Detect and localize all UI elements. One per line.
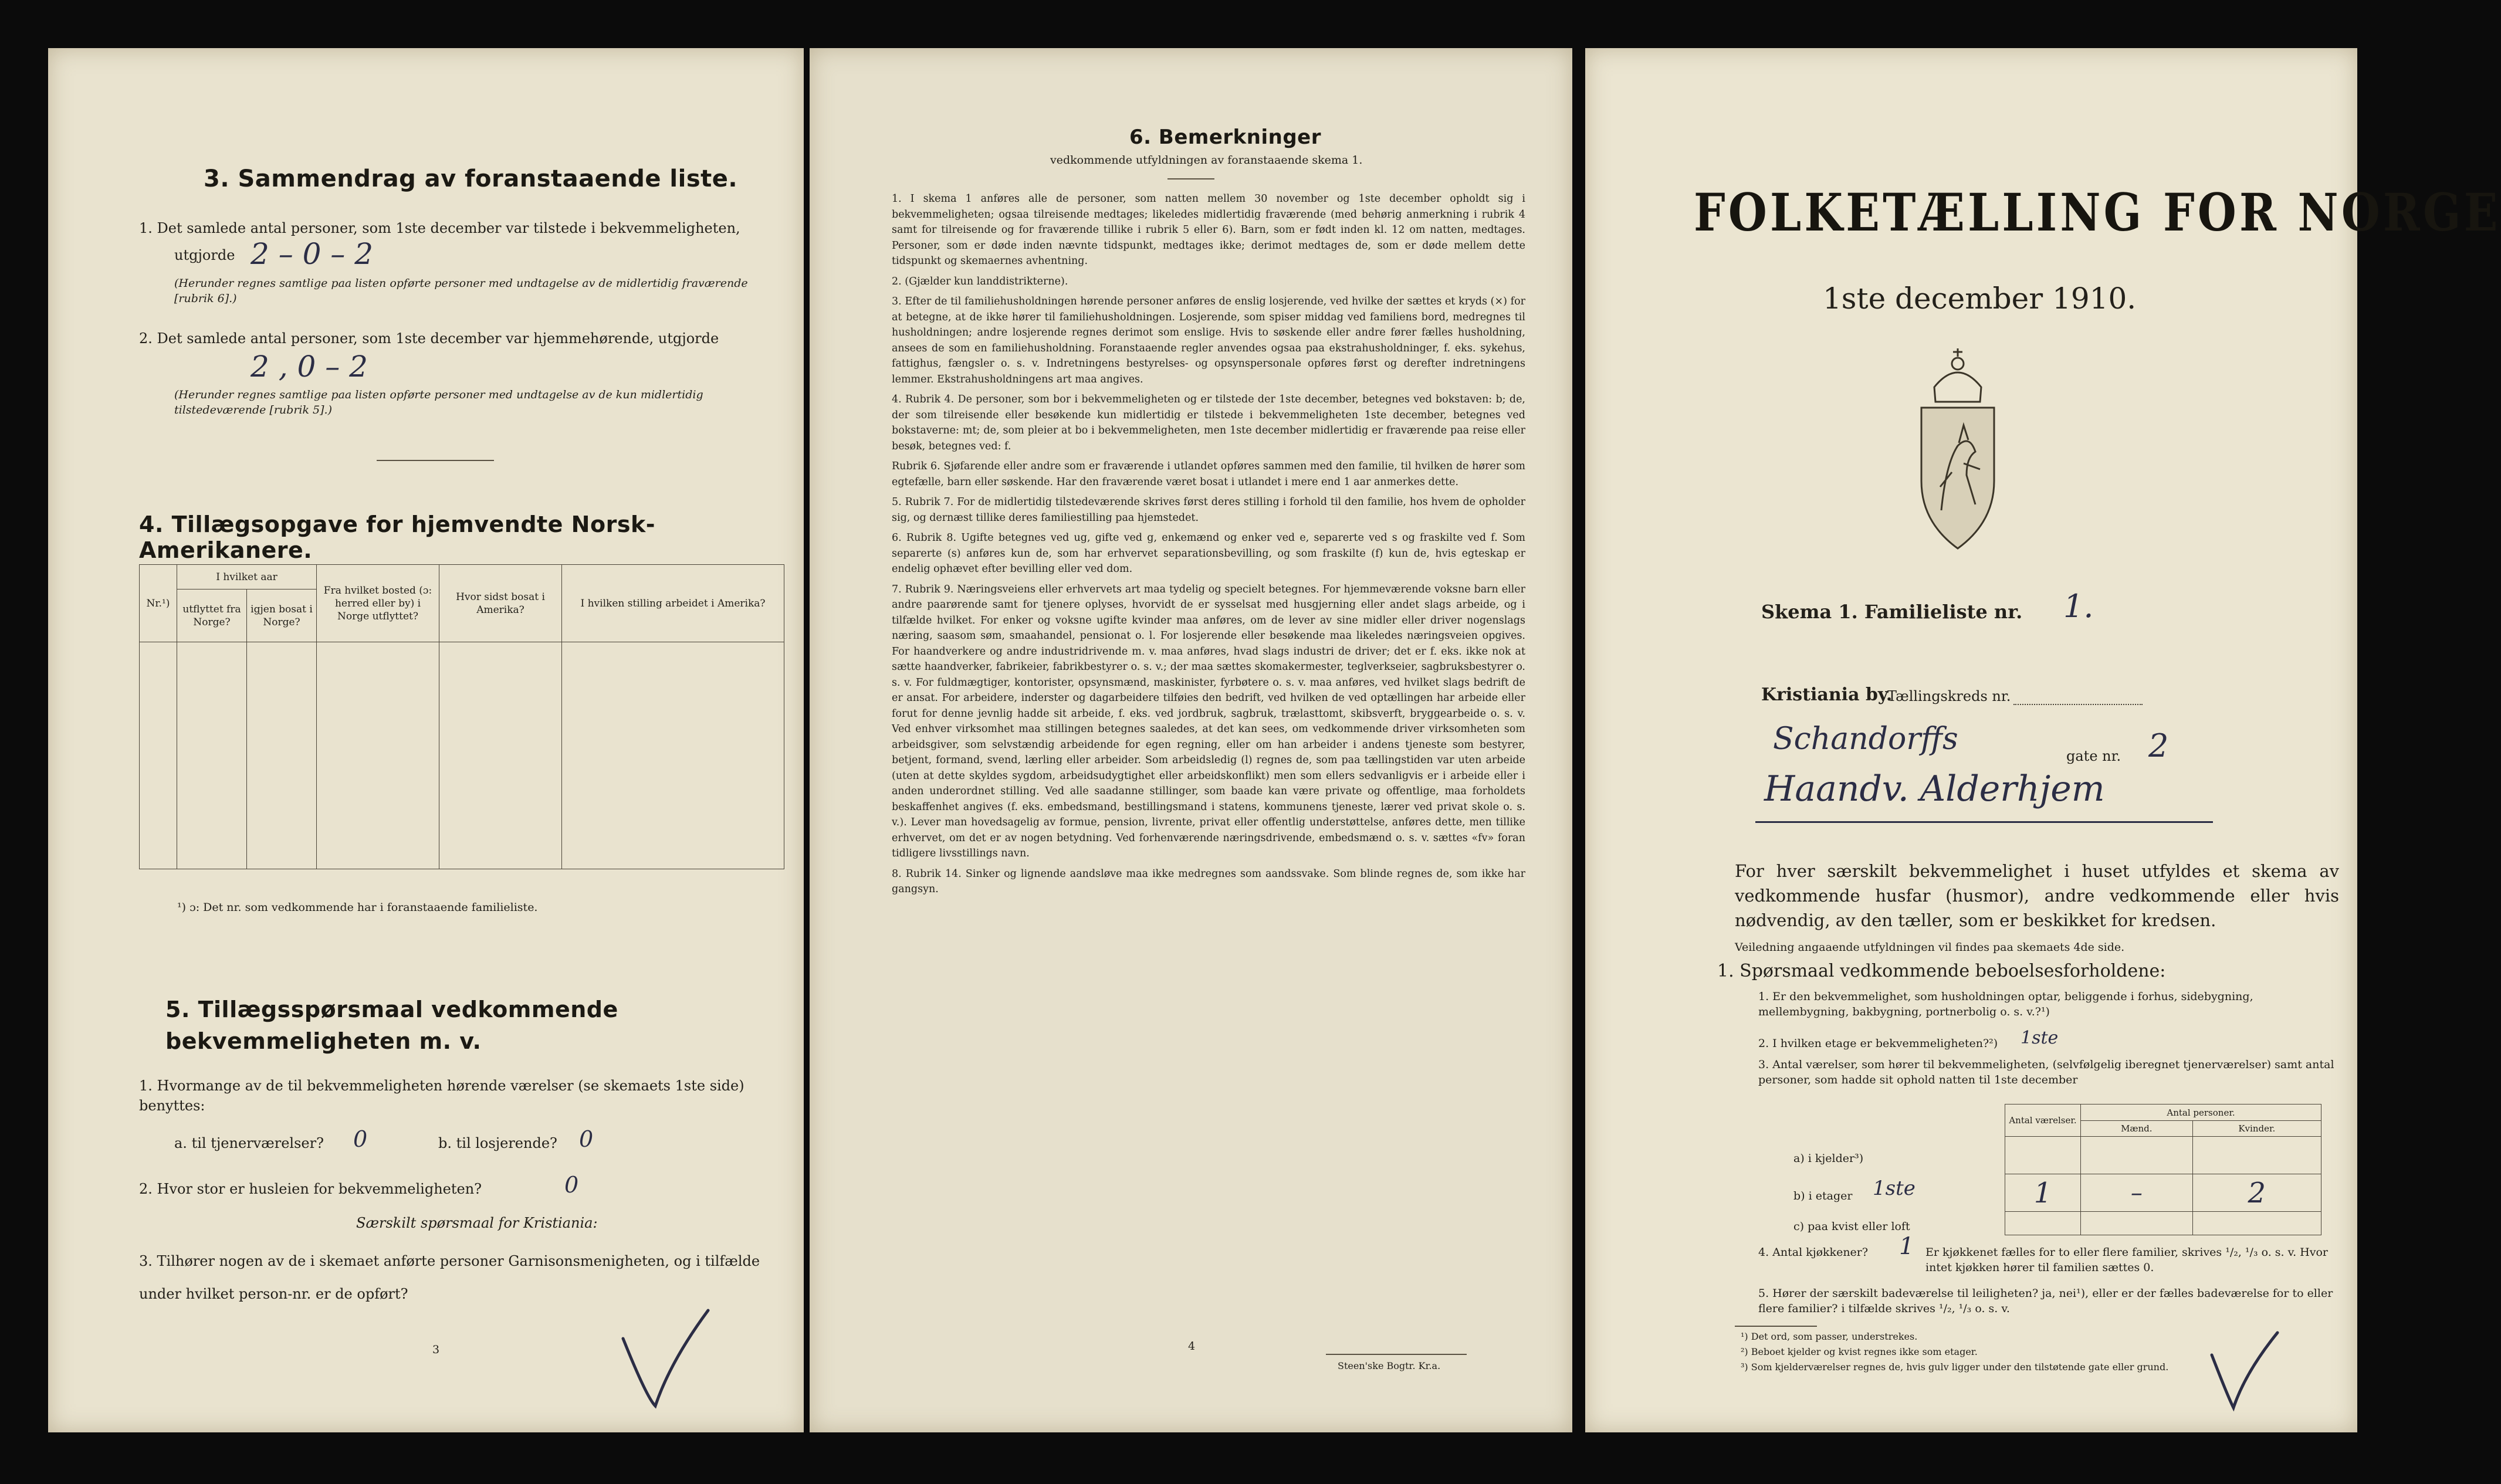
page-1-cover [1585, 48, 2501, 1432]
table-cell [317, 642, 439, 869]
remark-4: 4. Rubrik 4. De personer, som bor i bekvemmeligheten og er tilstede der 1ste december, betegnes ved bokstaven: b; de, der som tilreisende eller besøkende kun midlertidig er tilstede i bekvemmeligheten 1ste december, betegnes ved bokstaverne: mt; de, som pleier at bo i bekvemmeligheten, men 1ste december midlertidig er fraværende paa reise eller besøk, betegnes ved: f. [892, 394, 1525, 452]
col-antal-vaerelser: Antal værelser. [2005, 1104, 2081, 1137]
table-cell [2192, 1137, 2321, 1174]
veiledning-text: Veiledning angaaende utfyldningen vil findes paa skemaets 4de side. [1735, 941, 2125, 954]
table-cell [2005, 1137, 2081, 1174]
sec3-q2-value: 2 , 0 – 2 [251, 350, 368, 384]
census-date: 1ste december 1910. [1823, 282, 2137, 316]
remark-4-rubrik-6: Rubrik 6. Sjøfarende eller andre som er fraværende i utlandet opføres sammen med den familie, til hvilken de hører som egtefælle, barn eller søskende. Har den fraværende været bosat i utlandet i mere end 1 aar anmerkes dette. [892, 460, 1525, 488]
col-hvor-bosat: Hvor sidst bosat i Amerika? [439, 565, 562, 642]
sec5-q1-text: 1. Hvormange av de til bekvemmeligheten hørende værelser (se skemaets 1ste side) benyttes: [139, 1078, 744, 1114]
sec5-q1b-label: b. til losjerende? [438, 1135, 557, 1151]
col-utflyttet: utflyttet fra Norge? [177, 589, 247, 642]
household-name-handwritten: Haandv. Alderhjem [1764, 768, 2105, 809]
norsk-amerikanere-table [139, 564, 784, 869]
kreds-field [2013, 704, 2143, 705]
col-fra-bosted: Fra hvilket bosted (ɔ: herred eller by) i Norge utflyttet? [317, 565, 439, 642]
sec5-q1a-value: 0 [353, 1126, 368, 1152]
col-nr: Nr.¹) [140, 565, 177, 642]
sec3-q2-text: 2. Det samlede antal personer, som 1ste december var hjemmehørende, utgjorde [139, 330, 719, 347]
sec3-q1-utgjorde: utgjorde [174, 247, 235, 263]
familieliste-number: 1. [2063, 588, 2094, 625]
census-title: FOLKETÆLLING FOR NORGE [1694, 182, 2501, 243]
table-cell [247, 642, 317, 869]
row-b-label: b) i etager [1793, 1190, 1853, 1202]
sec3-q1-value: 2 – 0 – 2 [251, 237, 374, 271]
city-label: Kristiania by. [1761, 685, 1893, 705]
table-cell [2192, 1212, 2321, 1235]
remark-7: 7. Rubrik 9. Næringsveiens eller erhvervets art maa tydelig og specielt betegnes. For hjemmeværende voksne barn eller andre paarørende samt for tjenere oplyses, hvorvidt de er sysselsat med husgjerning eller andet slags arbeide, og i tilfælde hvilket. For enker og voksne ugifte kvinder maa anføres, om de lever av sine midler eller driver nogenslags næring, saasom søm, smaahandel, pensionat o. l. For losjerende eller besøkende maa likeledes næringsveien opgives. For haandverkere og andre industridrivende m. v. maa anføres, hvad slags industri de driver; det er f. eks. ikke nok at sætte haandverker, fabrikeier, fabrikbestyrer o. s. v.; der maa sættes skomakermester, teglverkseier, sagbruksbestyrer o. s. v. For fuldmægtiger, kontorister, opsynsmænd, maskinister, fyrbøtere o. s. v. maa anføres, ved hvilket slags bedrift de er ansat. For arbeidere, inderster og dagarbeidere tilføies den bedrift, ved hvilken de ved optællingen har arbeide eller forut for denne jevnlig hadde sit arbeide, f. eks. ved jordbruk, sagbruk, trælasttomt, skibsverft, bryggearbeide o. s. v. Ved enhver virksomhet maa stillingen betegnes saaledes, at det kan sees, om vedkommende driver virksomheten som arbeidsgiver, som selvstændig arbeidende for egen regning, eller om han arbeider i andens tjeneste som bestyrer, betjent, formand, svend, lærling eller arbeider. Som arbeidsledig (l) regnes de, som paa tællingstiden var uten arbeide (uten at dette skyldes sygdom, arbeidsudygtighet eller arbeidskonflikt) men som ellers sedvanligvis er i arbeide eller i anden underordnet stilling. Ved alle saadanne stillinger, som baade kan være private og offentlige, maa forholdets beskaffenhet angives (f. eks. embedsmand, bestillingsmand i statens, kommunens tjeneste, lærer ved privat skole o. s. v.). Lever man hovedsagelig av formue, pension, livrente, privat eller offentlig understøttelse, anføres dette, men tillike erhvervet, om det er av nogen betydning. Ved forhenværende næringsdrivende, embedsmænd o. s. v. sættes «fv» foran tidligere livsstillings navn. [892, 583, 1525, 859]
sec3-q1-note: (Herunder regnes samtlige paa listen opførte personer med undtagelse av de midlertidig fraværende [rubrik 6].) [174, 277, 748, 305]
skema-label: Skema 1. Familieliste nr. [1761, 601, 2023, 623]
street-handwritten: Schandorffs [1773, 721, 1958, 757]
table-cell [140, 642, 177, 869]
section-3-title: 3. Sammendrag av foranstaaende liste. [204, 165, 738, 192]
remark-8: 8. Rubrik 14. Sinker og lignende aandsløve maa ikke medregnes som aandssvake. Som blinde regnes de, som ikke har gangsyn. [892, 868, 1525, 895]
sec5-q2-value: 0 [564, 1172, 579, 1198]
page-number: 4 [1188, 1340, 1196, 1353]
table-footnote: ¹) ɔ: Det nr. som vedkommende har i foranstaaende familieliste. [177, 901, 538, 914]
remarks-body [892, 191, 1525, 902]
remark-3: 3. Efter de til familiehusholdningen hørende personer anføres de enslig losjerende, ved hvilke der sættes et kryds (×) for at betegne, at de ikke hører til familiehusholdningen. Losjerende, som spiser middag ved familiens bord, medregnes til husholdningen; andre losjerende regnes derimot som enslige. Hvis to søskende eller andre fører fælles husholdning, ansees de som en familiehusholdning. Foranstaaende regler anvendes ogsaa paa ekstrahusholdninger, f. eks. sykehus, fattighus, fængsler o. s. v. Indretningens bestyrelses- og opsynspersonale opføres først og derefter indretningens lemmer. Ekstrahusholdningens art maa angives. [892, 296, 1525, 385]
sec3-q2-note: (Herunder regnes samtlige paa listen opførte personer med undtagelse av de kun midlertidig tilstedeværende [rubrik 5].) [174, 388, 703, 416]
handwritten-check-mark [611, 1303, 717, 1415]
sec3-q1-text: 1. Det samlede antal personer, som 1ste december var tilstede i bekvemmeligheten, [139, 220, 740, 236]
q1-5-text: 5. Hører der særskilt badeværelse til leiligheten? ja, nei¹), eller er der fælles badeværelse for to eller flere familier? i tilfælde skrives ¹/₂, ¹/₃ o. s. v. [1758, 1287, 2333, 1315]
page-4-middle [810, 48, 1572, 1432]
sec5-q1a-label: a. til tjenerværelser? [174, 1135, 324, 1151]
footnote-1: ¹) Det ord, som passer, understrekes. [1741, 1331, 1918, 1342]
divider [1326, 1354, 1467, 1355]
q1-2-value: 1ste [2021, 1028, 2059, 1048]
remarks-title: 6. Bemerkninger [1129, 126, 1321, 149]
col-antal-personer: Antal personer. [2081, 1104, 2321, 1121]
coat-of-arms-icon [1911, 346, 2005, 557]
row-b-kvinder: 2 [2192, 1174, 2321, 1212]
row-b-etage-value: 1ste [1873, 1177, 1915, 1200]
remark-1: 1. I skema 1 anføres alle de personer, som natten mellem 30 november og 1ste december opholdt sig i bekvemmeligheten; ogsaa tilreisende medtages; likeledes midlertidig fraværende (med behørig anmerkning i rubrik 4 samt for tilreisende og for fraværende tillike i rubrik 5 eller 6). Barn, som er født inden kl. 12 om natten, medtages. Personer, som er døde inden nævnte tidspunkt, medtages ikke; derimot medtages de, som er døde mellem dette tidspunkt og skemaernes avhentning. [892, 193, 1525, 267]
q1-4-rest: Er kjøkkenet fælles for to eller flere familier, skrives ¹/₂, ¹/₃ o. s. v. Hvor intet kjøkken hører til familien sættes 0. [1925, 1246, 2328, 1274]
col-kvinder: Kvinder. [2192, 1121, 2321, 1137]
table-cell [439, 642, 562, 869]
row-c-label: c) paa kvist eller loft [1793, 1220, 1910, 1233]
section-5-title: 5. Tillægsspørsmaal vedkommende bekvemmeligheten m. v. [165, 997, 618, 1054]
table-cell [2081, 1212, 2193, 1235]
q1-1-text: 1. Er den bekvemmelighet, som husholdningen optar, beliggende i forhus, sidebygning, mellembygning, bakbygning, portnerbolig o. s. v.?¹) [1758, 990, 2253, 1018]
footnote-3: ³) Som kjelderværelser regnes de, hvis gulv ligger under den tilstøtende gate eller grund. [1741, 1361, 2169, 1373]
remarks-subtitle: vedkommende utfyldningen av foranstaaende skema 1. [1050, 154, 1363, 167]
page-3-left [48, 48, 804, 1432]
row-a-label: a) i kjelder³) [1793, 1152, 1864, 1165]
remark-6: 6. Rubrik 8. Ugifte betegnes ved ug, gifte ved g, enkemænd og enker ved e, separerte ved s og fraskilte ved f. Som separerte (s) anføres kun de, som har erhvervet separationsbevilling, og som fraskilte (f) kun de, hvis egteskap er endelig ophævet efter bevilling eller ved dom. [892, 532, 1525, 575]
q1-4-value: 1 [1899, 1233, 1914, 1260]
gate-number: 2 [2148, 727, 2169, 764]
col-igjen-bosat: igjen bosat i Norge? [247, 589, 317, 642]
q1-2-text: 2. I hvilken etage er bekvemmeligheten?²) [1758, 1037, 1998, 1050]
footnote-2: ²) Beboet kjelder og kvist regnes ikke som etager. [1741, 1346, 1978, 1357]
col-stilling: I hvilken stilling arbeidet i Amerika? [562, 565, 784, 642]
sec5-q3-text: 3. Tilhører nogen av de i skemaet anførte personer Garnisonsmenigheten, og i tilfælde under hvilket person-nr. er de opført? [139, 1253, 760, 1302]
remark-2: 2. (Gjælder kun landdistrikterne). [892, 275, 1068, 287]
gate-label: gate nr. [2066, 748, 2121, 764]
q1-heading: 1. Spørsmaal vedkommende beboelsesforholdene: [1717, 961, 2166, 981]
row-b-maend: – [2081, 1174, 2193, 1212]
table-cell [177, 642, 247, 869]
table-cell [2081, 1137, 2193, 1174]
divider [1167, 178, 1214, 179]
divider [1735, 1326, 1817, 1327]
sec5-kristiania-heading: Særskilt spørsmaal for Kristiania: [356, 1215, 598, 1231]
col-year-group: I hvilket aar [177, 565, 317, 589]
col-maend: Mænd. [2081, 1121, 2193, 1137]
row-b-vaerelser: 1 [2005, 1174, 2081, 1212]
table-cell [2005, 1212, 2081, 1235]
sec5-q1b-value: 0 [579, 1126, 594, 1152]
handwritten-check-mark [2201, 1326, 2289, 1419]
handwritten-underline [1755, 821, 2213, 823]
table-cell [562, 642, 784, 869]
section-4-title: 4. Tillægsopgave for hjemvendte Norsk-Amerikanere. [139, 511, 655, 563]
page-number: 3 [432, 1343, 440, 1356]
q1-4-label: 4. Antal kjøkkener? [1758, 1246, 1869, 1259]
q1-3-text: 3. Antal værelser, som hører til bekvemmeligheten, (selvfølgelig iberegnet tjenerværelser) samt antal personer, som hadde sit ophold natten til 1ste december [1758, 1058, 2334, 1086]
sec5-q2-text: 2. Hvor stor er husleien for bekvemmeligheten? [139, 1181, 482, 1197]
rooms-persons-table [2005, 1104, 2321, 1235]
kreds-label: Tællingskreds nr. [1887, 688, 2011, 704]
intro-text: For hver særskilt bekvemmelighet i huset utfyldes et skema av vedkommende husfar (husmor), andre vedkommende eller hvis nødvendig, av den tæller, som er beskikket for kredsen. [1735, 861, 2339, 930]
printer-mark: Steen'ske Bogtr. Kr.a. [1338, 1360, 1441, 1371]
remark-5: 5. Rubrik 7. For de midlertidig tilstedeværende skrives først deres stilling i forhold til den familie, hos hvem de opholder sig, og dernæst tillike deres familiestilling paa hjemstedet. [892, 496, 1525, 524]
divider [377, 460, 494, 461]
